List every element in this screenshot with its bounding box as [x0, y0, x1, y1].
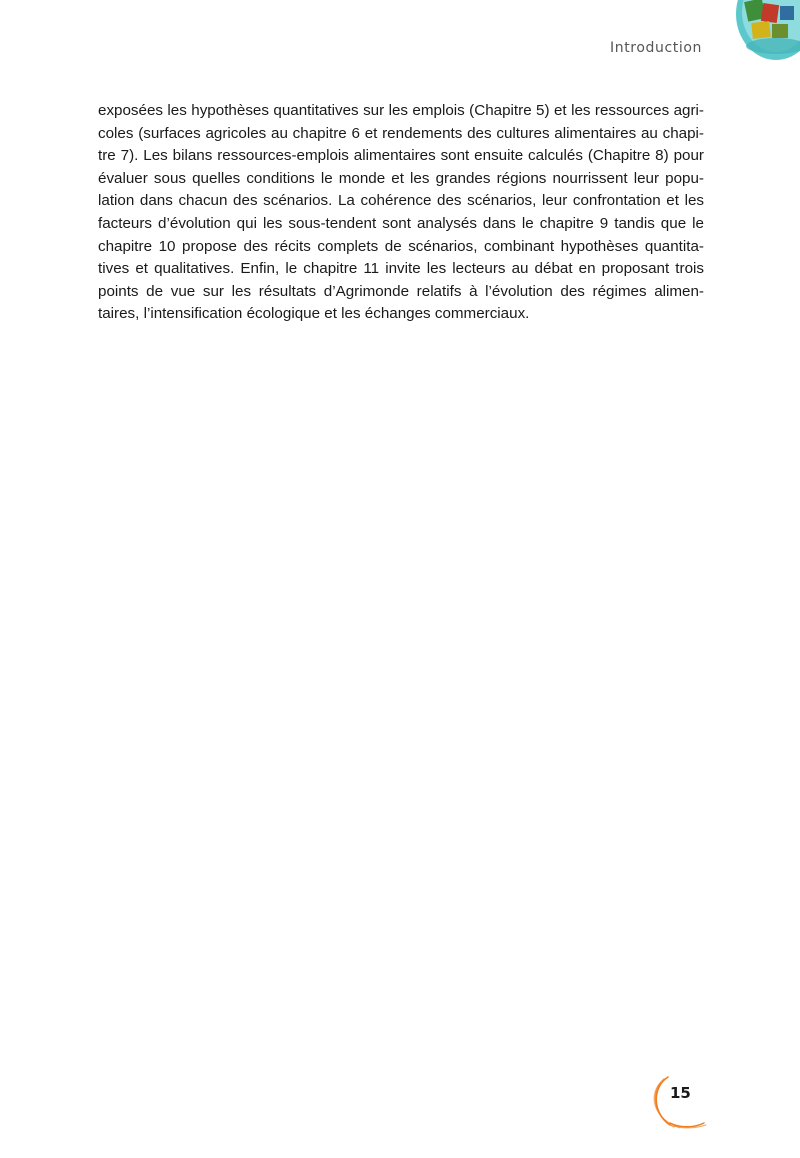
running-header-title: Introduction	[610, 40, 702, 56]
body-line: tives et qualitatives. Enfin, le chapitre 11 invite les lecteurs au débat en proposant trois	[98, 260, 704, 278]
body-line: coles (surfaces agricoles au chapitre 6 et rendements des cultures alimentaires au chapi-	[98, 124, 704, 142]
body-line: points de vue sur les résultats d’Agrimonde relatifs à l’évolution des régimes alimen-	[98, 282, 704, 300]
body-line: chapitre 10 propose des récits complets de scénarios, combinant hypothèses quantita-	[98, 237, 704, 255]
body-line: tre 7). Les bilans ressources-emplois alimentaires sont ensuite calculés (Chapitre 8) pour	[98, 147, 704, 165]
body-line: taires, l’intensification écologique et les échanges commerciaux.	[98, 305, 530, 323]
body-paragraph	[98, 100, 704, 326]
body-line: exposées les hypothèses quantitatives sur les emplois (Chapitre 5) et les ressources agri-	[98, 102, 704, 119]
body-line: facteurs d’évolution qui les sous-tendent sont analysés dans le chapitre 9 tandis que le	[98, 214, 704, 232]
body-line: lation dans chacun des scénarios. La cohérence des scénarios, leur confrontation et les	[98, 192, 704, 210]
corner-collage-badge-icon	[732, 0, 800, 62]
body-line: évaluer sous quelles conditions le monde et les grandes régions nourrissent leur popu-	[98, 169, 704, 187]
page-number: 15	[670, 1084, 691, 1102]
